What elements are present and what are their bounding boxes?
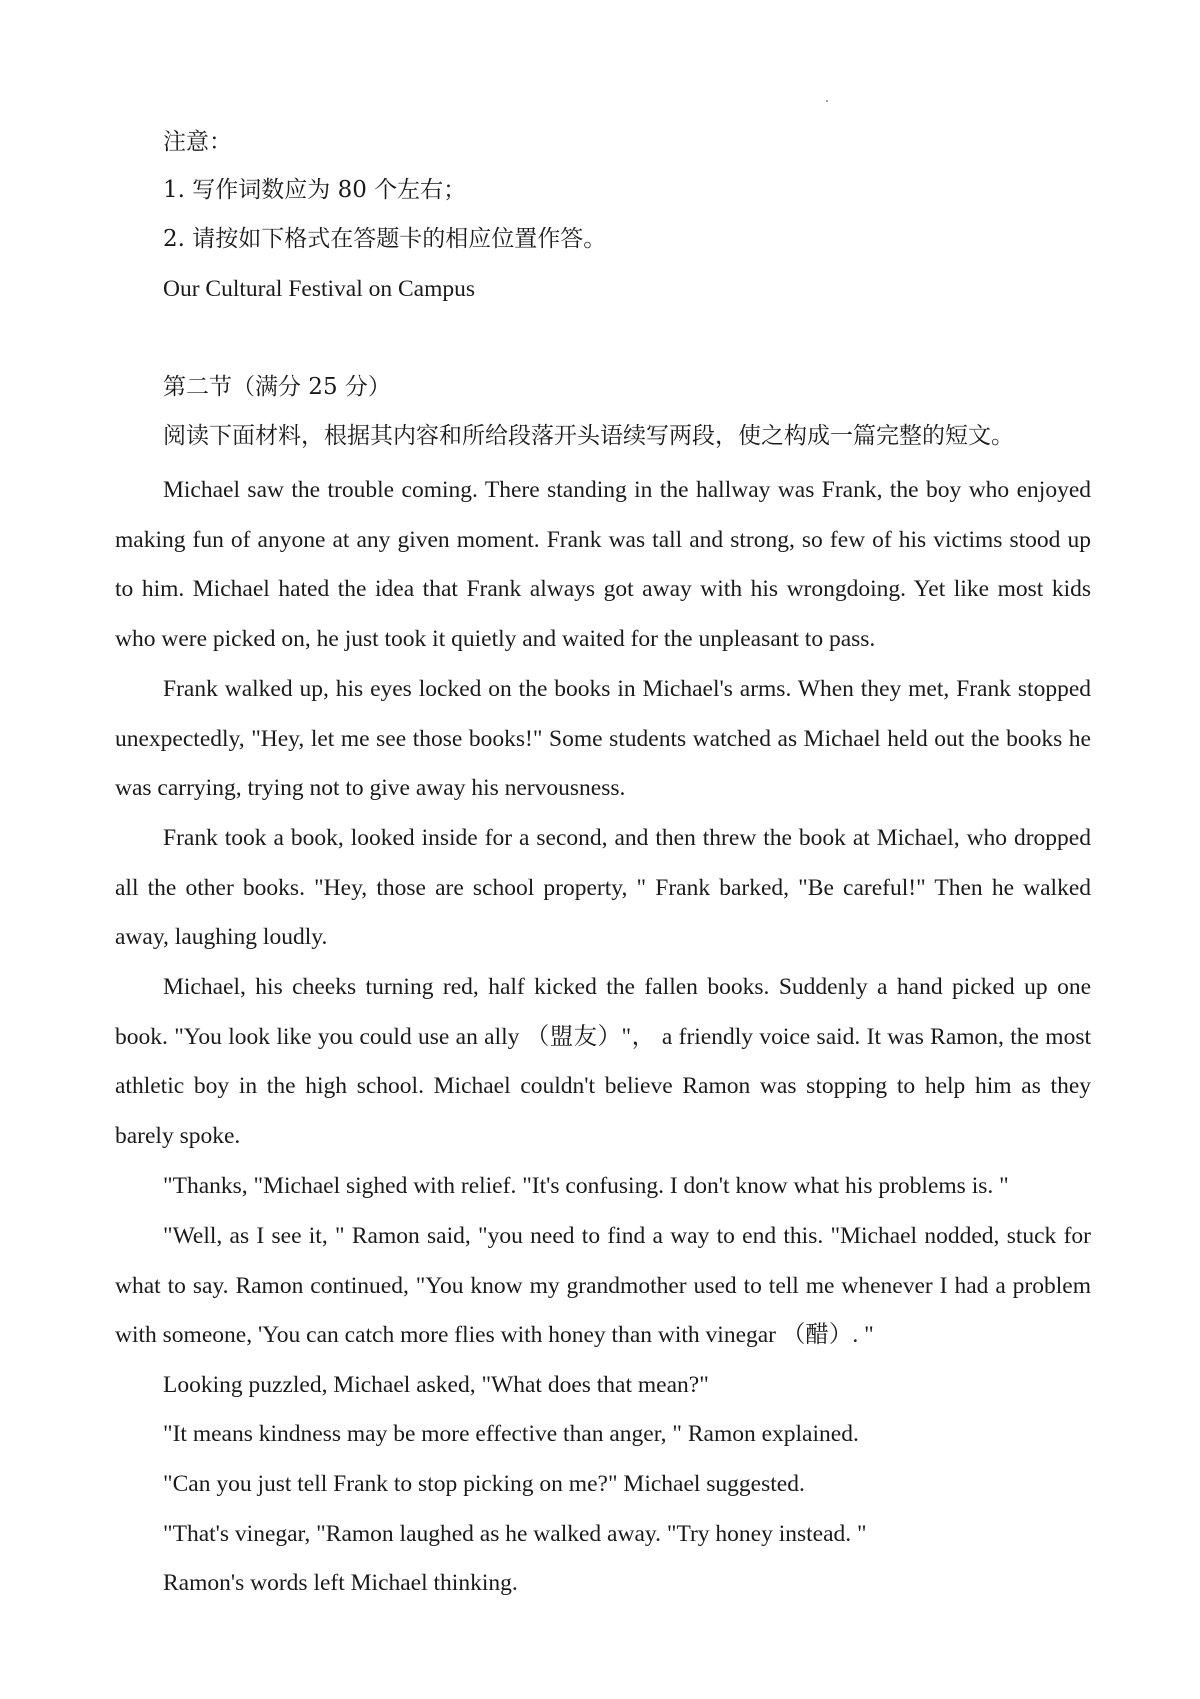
notes-heading: 注意： bbox=[163, 129, 232, 155]
story-paragraph-10: "That's vinegar, "Ramon laughed as he walked away. "Try honey instead. " bbox=[163, 1521, 867, 1547]
scan-speck bbox=[826, 100, 828, 102]
section-heading: 第二节（满分 25 分） bbox=[163, 374, 391, 400]
story-paragraph-3: Frank took a book, looked inside for a second, and then threw the book at Michael, who dropped all the other books. "Hey, those are school property, " Frank barked, "Be careful!" Then he walked away, laughing loudly. bbox=[115, 825, 1091, 951]
story-paragraph-1: Michael saw the trouble coming. There standing in the hallway was Frank, the boy who enjoyed making fun of anyone at any given moment. Frank was tall and strong, so few of his victims stood up to him. Michael hated the idea that Frank always got away with his wrongdoing. Yet like most kids who were picked on, he just took it quietly and waited for the unpleasant to pass. bbox=[115, 477, 1091, 652]
story-paragraph-8: "It means kindness may be more effective than anger, " Ramon explained. bbox=[163, 1421, 859, 1447]
essay-title: Our Cultural Festival on Campus bbox=[163, 276, 476, 302]
story-paragraph-11: Ramon's words left Michael thinking. bbox=[163, 1570, 518, 1596]
story-paragraph-4: Michael, his cheeks turning red, half kicked the fallen books. Suddenly a hand picked up one book. "You look like you could use an ally （盟友）"， a friendly voice said. It was Ramon, the most athletic boy in the high school. Michael couldn't believe Ramon was stopping to help him as they barely spoke. bbox=[115, 974, 1091, 1149]
story-paragraph-9: "Can you just tell Frank to stop picking on me?" Michael suggested. bbox=[163, 1471, 805, 1497]
notes-item-1: 1. 写作词数应为 80 个左右； bbox=[163, 177, 467, 203]
notes-item-2: 2. 请按如下格式在答题卡的相应位置作答。 bbox=[163, 226, 607, 252]
story-paragraph-5: "Thanks, "Michael sighed with relief. "It's confusing. I don't know what his problems is. " bbox=[163, 1173, 1009, 1199]
story-paragraph-6: "Well, as I see it, " Ramon said, "you need to find a way to end this. "Michael nodded, stuck for what to say. Ramon continued, "You know my grandmother used to tell me whenever I had a problem with someone, 'You can catch more flies with honey than with vinegar （醋）. " bbox=[115, 1223, 1091, 1349]
story-paragraph-2: Frank walked up, his eyes locked on the books in Michael's arms. When they met, Frank stopped unexpectedly, "Hey, let me see those books!" Some students watched as Michael held out the books he was carrying, trying not to give away his nervousness. bbox=[115, 676, 1091, 802]
section-instruction: 阅读下面材料，根据其内容和所给段落开头语续写两段，使之构成一篇完整的短文。 bbox=[163, 423, 1014, 449]
story-paragraph-7: Looking puzzled, Michael asked, "What does that mean?" bbox=[163, 1372, 709, 1398]
